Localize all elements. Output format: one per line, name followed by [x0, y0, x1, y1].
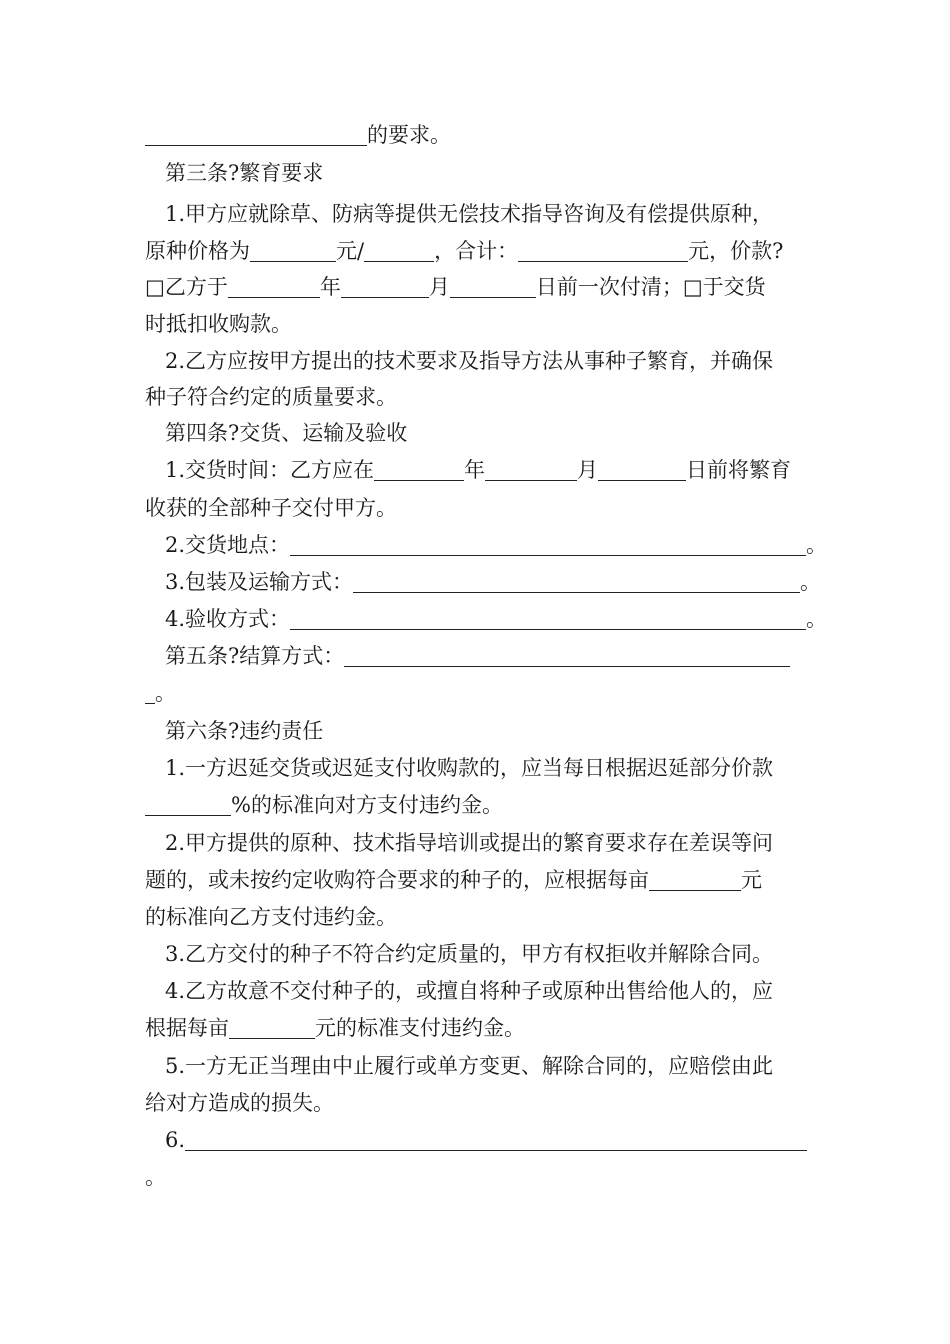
blank-pay-year[interactable] [228, 275, 320, 298]
art3-clause2-line1: 2.乙方应按甲方提出的技术要求及指导方法从事种子繁育，并确保 [165, 349, 774, 373]
requirement-line: 的要求。 [145, 121, 451, 149]
art6-clause4-line2: 根据每亩 元的标准支付违约金。 [145, 1016, 525, 1040]
art6-clause1-line1: 1.一方迟延交货或迟延支付收购款的，应当每日根据迟延部分价款 [165, 756, 774, 780]
art6-clause2-line1: 2.甲方提供的原种、技术指导培训或提出的繁育要求存在差误等问 [165, 831, 774, 855]
art4-clause2: 2.交货地点： 。 [165, 533, 828, 557]
art3-clause1-line3: □乙方于 年 月 日前一次付清；□于交货 [145, 275, 766, 299]
blank-penalty-per-mu-a[interactable] [649, 868, 741, 891]
blank-delivery-month[interactable] [485, 458, 577, 481]
blank-packaging-transport[interactable] [353, 570, 800, 593]
art6-clause1-line2: %的标准向对方支付违约金。 [145, 791, 503, 819]
article-6-title: 第六条?违约责任 [165, 719, 324, 743]
art4-clause1-line2: 收获的全部种子交付甲方。 [145, 496, 397, 520]
blank-acceptance-method[interactable] [290, 607, 806, 630]
art4-clause4: 4.验收方式： 。 [165, 607, 828, 631]
blank-penalty-rate[interactable] [145, 793, 231, 816]
blank-penalty-per-mu-b[interactable] [229, 1016, 315, 1039]
art6-clause5-line1: 5.一方无正当理由中止履行或单方变更、解除合同的，应赔偿由此 [165, 1054, 774, 1078]
art3-clause1-line2: 原种价格为 元/ ，合计： 元，价款? [145, 239, 784, 263]
art3-clause1-line1: 1.甲方应就除草、防病等提供无偿技术指导咨询及有偿提供原种， [165, 202, 774, 226]
blank-field[interactable] [145, 123, 367, 146]
blank-pay-month[interactable] [341, 275, 429, 298]
article-3-title: 第三条?繁育要求 [165, 161, 324, 185]
blank-total[interactable] [518, 239, 688, 262]
blank-settlement-cont[interactable] [145, 681, 155, 704]
art6-clause2-line2: 题的，或未按约定收购符合要求的种子的，应根据每亩 元 [145, 868, 762, 892]
article-4-title: 第四条?交货、运输及验收 [165, 421, 408, 445]
blank-price-unit[interactable] [364, 239, 434, 262]
article-5-line1: 第五条?结算方式： [165, 642, 790, 670]
art4-clause3: 3.包装及运输方式： 。 [165, 570, 822, 594]
art6-clause4-line1: 4.乙方故意不交付种子的，或擅自将种子或原种出售给他人的，应 [165, 979, 774, 1003]
article-5-line2: 。 [145, 679, 176, 707]
art4-clause1-line1: 1.交货时间：乙方应在 年 月 日前将繁育 [165, 458, 792, 482]
blank-settlement-method[interactable] [344, 644, 790, 667]
art6-clause3: 3.乙方交付的种子不符合约定质量的，甲方有权拒收并解除合同。 [165, 942, 774, 966]
blank-pay-day[interactable] [450, 275, 536, 298]
blank-delivery-day[interactable] [598, 458, 686, 481]
blank-delivery-place[interactable] [290, 533, 806, 556]
art6-clause6: 6. [165, 1126, 807, 1154]
blank-delivery-year[interactable] [374, 458, 464, 481]
art6-clause6-tail: 。 [145, 1165, 166, 1189]
art6-clause2-line3: 的标准向乙方支付违约金。 [145, 905, 397, 929]
art6-clause5-line2: 给对方造成的损失。 [145, 1091, 334, 1115]
blank-other-terms[interactable] [185, 1128, 807, 1151]
blank-original-price[interactable] [250, 239, 336, 262]
art3-clause1-line4: 时抵扣收购款。 [145, 312, 292, 336]
art3-clause2-line2: 种子符合约定的质量要求。 [145, 385, 397, 409]
